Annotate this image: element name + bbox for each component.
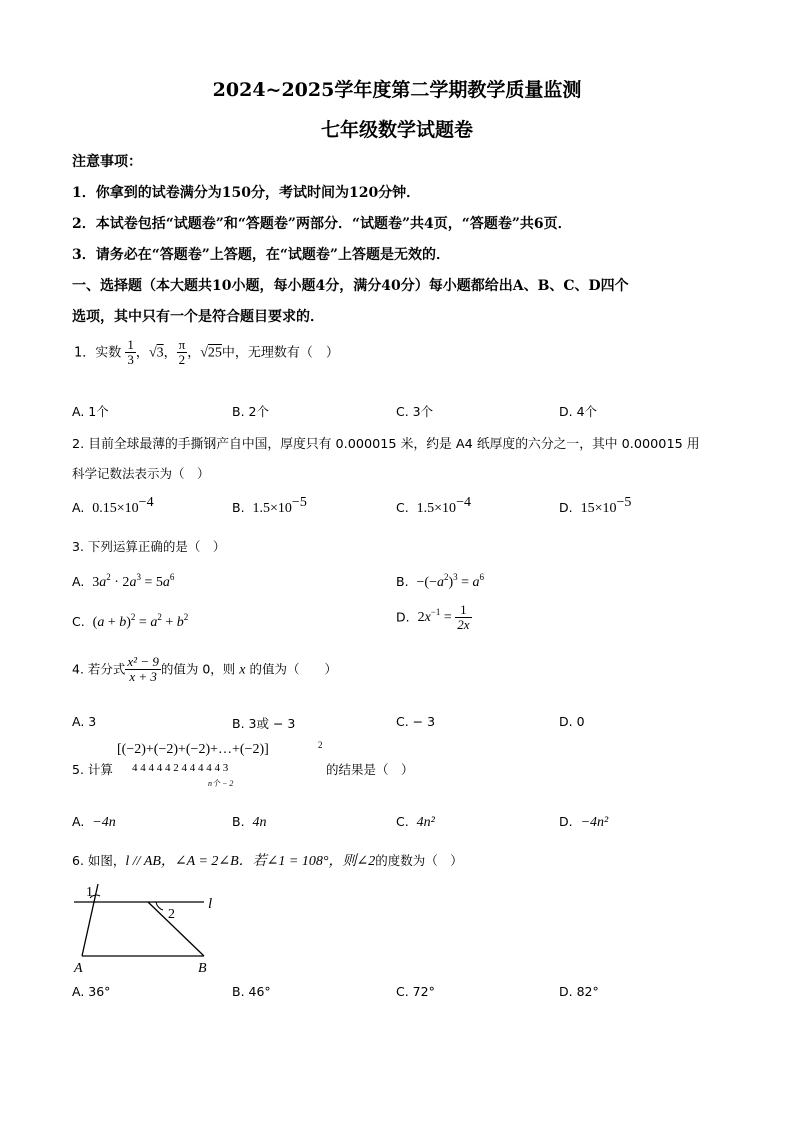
q2-option-b: B. $1.5\times 10^{-5}$ [232,495,307,516]
q4-option-b: B. 3或 − 3 [232,716,296,731]
point-b-label: B [198,961,207,976]
line-l-label: l [208,896,213,912]
sqrt25-expression: √25 [200,345,222,361]
question-6: 6. 如图，l // AB，∠A = 2∠B．若∠1 = 108°，则∠2的度数为（ ） [72,853,463,869]
q1-option-a: A. 1个 [72,404,109,419]
q5-suffix: 的结果是（ ） [326,762,414,777]
q4-option-a: A. 3 [72,714,97,729]
q5-option-c: C. 4n² [396,814,435,830]
q6-option-d: D. 82° [559,984,599,999]
q4-option-c: C. − 3 [396,714,436,729]
q3-option-a: A. $3a^2 \cdot 2a^3 = 5a^6$ [72,572,175,590]
q1-option-d: D. 4个 [559,404,598,419]
q2-option-a: A. $0.15\times 10^{-4}$ [72,495,154,516]
question-1: 1．实数 $\frac{1}{3}$ ，√3， $\frac{\pi}{2}$ ，√25中，无理数有（ ） [74,337,339,368]
q3-option-c: C. $(a + b)^2 = a^2 + b^2$ [72,612,189,630]
q3-option-d: D. $2x^{-1}$ = $\frac{1}{2x}$ [396,602,470,633]
question-4: 4. 若分式 $\frac{\text{x² − 9}}{x + 3}$ 的值为 0，则 x 的值为（ ） [72,654,337,685]
notes-heading: 注意事项： [72,154,142,170]
q4-option-d: D. 0 [559,714,585,729]
q5-option-b: B. 4n [232,814,267,830]
q5-prefix: 5. 计算 [72,762,113,777]
point-a-label: A [74,961,83,976]
angle2-label: 2 [168,907,175,922]
q1-option-c: C. 3个 [396,404,434,419]
q1-fraction-pi-half: $\frac{\pi}{2}$ [178,337,186,368]
q2-stem: 2. 目前全球最薄的手撕钢产自中国，厚度只有 0.000015 米，约是 A4 纸厚度的六分之一，其中 0.000015 用 [72,437,700,452]
q2-stem-cont: 科学记数法表示为（ ） [72,466,210,481]
q6-option-c: C. 72° [396,984,435,999]
q5-option-d: D. −4n² [559,814,609,830]
q3-stem: 3. 下列运算正确的是（ ） [72,539,226,554]
note-item: 3．请务必在“答题卷”上答题，在“试题卷”上答题是无效的． [72,247,450,263]
q5-under-label: n个 − 2 [208,779,234,788]
section-heading: 一、选择题（本大题共10小题，每小题4分，满分40分）每小题都给出A、B、C、D四个 [72,278,629,294]
q6-option-a: A. 36° [72,984,111,999]
page-title: 2024~2025学年度第二学期教学质量监测 [212,79,582,101]
page-subtitle: 七年级数学试题卷 [320,119,473,141]
note-item: 1．你拿到的试卷满分为150分，考试时间为120分钟． [72,185,421,201]
q4-fraction: $\frac{\text{x² − 9}}{x + 3}$ [127,654,159,685]
q5-exponent: 2 [318,740,323,750]
q2-option-d: D. $15\times 10^{-5}$ [559,495,632,516]
angle2-arc [156,902,163,910]
q1-fraction-one-third: $\frac{1}{3}$ [127,337,134,368]
q3-option-b: B. $-(-a^2)^3 = a^6$ [396,572,485,590]
q1-suffix: 中，无理数有（ ） [221,345,339,361]
q5-brace: 4 4 4 4 4 2 4 4 4 4 4 3 [132,762,229,774]
q1-option-b: B. 2个 [232,404,269,419]
q1-prefix: 1．实数 [74,345,122,361]
q6-figure [68,876,228,976]
q5-expression: [(−2)+(−2)+(−2)+…+(−2)] [117,742,269,757]
q5-option-a: A. −4n [72,814,116,830]
note-item: 2．本试卷包括“试题卷”和“答题卷”两部分．“试题卷”共4页，“答题卷”共6页． [72,216,572,232]
q6-option-b: B. 46° [232,984,271,999]
angle1-label: 1 [86,885,93,900]
segment-b-side [148,902,204,956]
section-heading-cont: 选项，其中只有一个是符合题目要求的． [72,309,324,325]
sqrt3-expression: √3 [148,345,164,361]
q2-option-c: C. $1.5\times 10^{-4}$ [396,495,471,516]
